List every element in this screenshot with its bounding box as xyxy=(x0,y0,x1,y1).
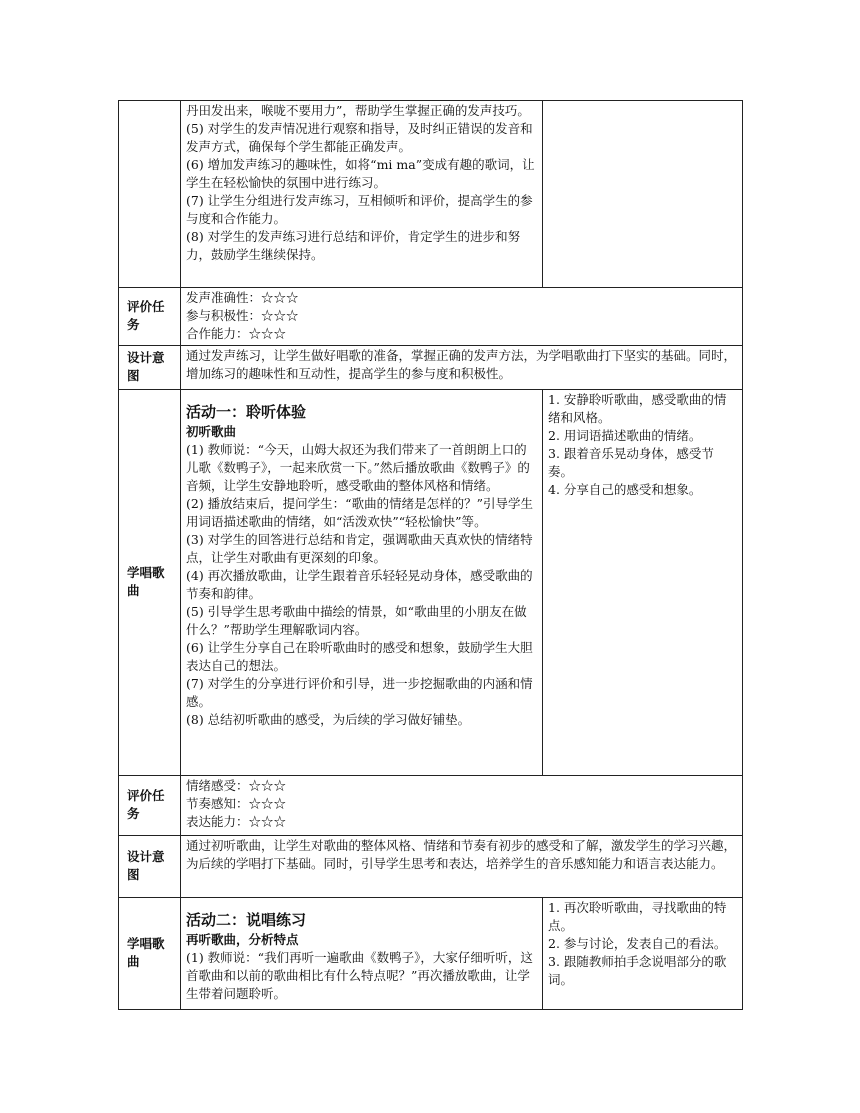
table-row xyxy=(119,390,743,776)
table-row xyxy=(119,101,743,288)
teacher-activity-cell xyxy=(181,101,543,288)
list-item: (4) 再次播放歌曲，让学生跟着音乐轻轻晃动身体，感受歌曲的节奏和韵律。 xyxy=(186,568,533,601)
activity-title: 活动二：说唱练习 xyxy=(186,911,307,929)
list-item: 3. 跟随教师拍手念说唱部分的歌词。 xyxy=(548,954,727,987)
row-label-empty xyxy=(119,101,181,288)
list-item: (2) 播放结束后，提问学生：“歌曲的情绪是怎样的？”引导学生用词语描述歌曲的情绪，如“活泼欢快”“轻松愉快”等。 xyxy=(186,496,533,529)
design-intent-cell xyxy=(181,346,743,390)
design-intent-text: 通过发声练习，让学生做好唱歌的准备，掌握正确的发声方法，为学唱歌曲打下坚实的基础。同时，增加练习的趣味性和互动性，提高学生的参与度和积极性。 xyxy=(186,348,737,381)
list-item: (8) 总结初听歌曲的感受，为后续的学习做好铺垫。 xyxy=(186,712,471,727)
list-item: (7) 让学生分组进行发声练习，互相倾听和评价，提高学生的参与度和合作能力。 xyxy=(186,193,533,226)
activity-title: 活动一：聆听体验 xyxy=(186,403,307,421)
activity-subtitle: 初听歌曲 xyxy=(186,424,237,439)
list-item: (3) 对学生的回答进行总结和肯定，强调歌曲天真欢快的情绪特点，让学生对歌曲有更深刻的印象。 xyxy=(186,532,533,565)
list-item: 参与积极性：☆☆☆ xyxy=(186,308,299,323)
row-label: 学唱歌曲 xyxy=(119,390,181,776)
table-row xyxy=(119,288,743,346)
student-activity-cell xyxy=(543,101,743,288)
list-item: 1. 再次聆听歌曲，寻找歌曲的特点。 xyxy=(548,900,727,933)
list-item: 3. 跟着音乐晃动身体，感受节奏。 xyxy=(548,446,714,479)
table-row xyxy=(119,836,743,898)
list-item: (6) 增加发声练习的趣味性，如将“mi ma”变成有趣的歌词，让学生在轻松愉快的氛围中进行练习。 xyxy=(186,157,535,190)
teacher-activity-cell xyxy=(181,898,543,1010)
teacher-activity-cell xyxy=(181,390,543,776)
row-label: 设计意图 xyxy=(119,346,181,390)
list-item: (5) 引导学生思考歌曲中描绘的情景，如“歌曲里的小朋友在做什么？”帮助学生理解歌词内容。 xyxy=(186,604,527,637)
list-item: 节奏感知：☆☆☆ xyxy=(186,796,287,811)
row-label: 评价任务 xyxy=(119,776,181,836)
list-item: 丹田发出来，喉咙不要用力”，帮助学生掌握正确的发声技巧。 xyxy=(186,103,530,118)
design-intent-text: 通过初听歌曲，让学生对歌曲的整体风格、情绪和节奏有初步的感受和了解，激发学生的学习兴趣，为后续的学唱打下基础。同时，引导学生思考和表达，培养学生的音乐感知能力和语言表达能力。 xyxy=(186,838,737,871)
list-item: 1. 安静聆听歌曲，感受歌曲的情绪和风格。 xyxy=(548,392,727,425)
activity-subtitle: 再听歌曲，分析特点 xyxy=(186,932,299,947)
evaluation-cell xyxy=(181,776,743,836)
row-label: 学唱歌曲 xyxy=(119,898,181,1010)
evaluation-cell xyxy=(181,288,743,346)
list-item: 2. 参与讨论，发表自己的看法。 xyxy=(548,936,727,951)
list-item: 发声准确性：☆☆☆ xyxy=(186,290,299,305)
table-row xyxy=(119,346,743,390)
student-activity-cell xyxy=(543,898,743,1010)
list-item: (8) 对学生的发声练习进行总结和评价，肯定学生的进步和努力，鼓励学生继续保持。 xyxy=(186,229,521,262)
list-item: (1) 教师说：“我们再听一遍歌曲《数鸭子》，大家仔细听听，这首歌曲和以前的歌曲相比有什么特点呢？”再次播放歌曲，让学生带着问题聆听。 xyxy=(186,950,533,1001)
list-item: (6) 让学生分享自己在聆听歌曲时的感受和想象，鼓励学生大胆表达自己的想法。 xyxy=(186,640,533,673)
list-item: (7) 对学生的分享进行评价和引导，进一步挖掘歌曲的内涵和情感。 xyxy=(186,676,533,709)
list-item: 合作能力：☆☆☆ xyxy=(186,326,287,341)
table-row xyxy=(119,776,743,836)
list-item: (5) 对学生的发声情况进行观察和指导，及时纠正错误的发音和发声方式，确保每个学生都能正确发声。 xyxy=(186,121,533,154)
student-activity-cell xyxy=(543,390,743,776)
table-row xyxy=(119,898,743,1010)
row-label: 评价任务 xyxy=(119,288,181,346)
lesson-plan-table xyxy=(118,100,743,1010)
list-item: (1) 教师说：“今天，山姆大叔还为我们带来了一首朗朗上口的儿歌《数鸭子》，一起来欣赏一下。”然后播放歌曲《数鸭子》的音频，让学生安静地聆听，感受歌曲的整体风格和情绪。 xyxy=(186,442,530,493)
row-label: 设计意图 xyxy=(119,836,181,898)
list-item: 2. 用词语描述歌曲的情绪。 xyxy=(548,428,702,443)
design-intent-cell xyxy=(181,836,743,898)
list-item: 4. 分享自己的感受和想象。 xyxy=(548,482,702,497)
list-item: 情绪感受：☆☆☆ xyxy=(186,778,287,793)
list-item: 表达能力：☆☆☆ xyxy=(186,814,287,829)
